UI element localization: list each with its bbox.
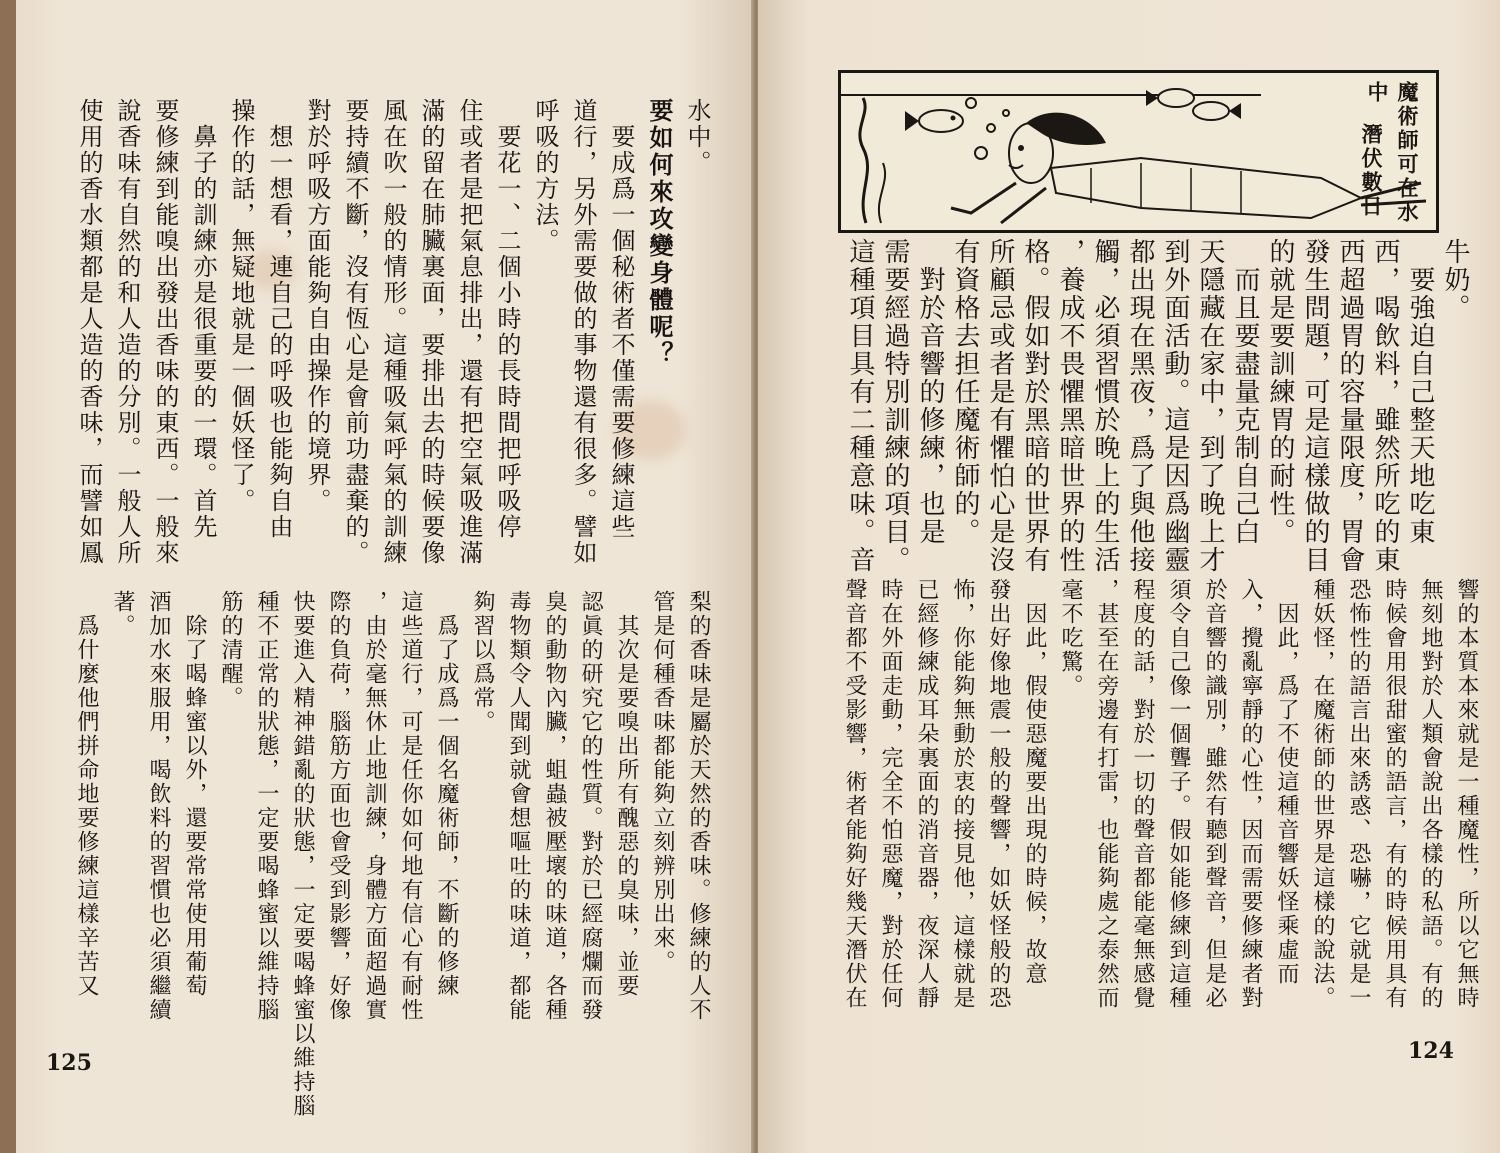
text-column: 要修練到能嗅出發出香味的東西。一般來	[151, 98, 179, 566]
diver-figure	[951, 113, 1426, 223]
seaweed-icon	[879, 163, 885, 223]
text-column: 這些道行，可是任你如何地有信心有耐性	[398, 590, 423, 1022]
text-column: 毒物類令人聞到就會想嘔吐的味道，都能	[506, 590, 531, 1022]
text-column: 其次是要嗅出所有醜惡的臭味，並要	[614, 590, 639, 998]
text-column: 梨的香味是屬於天然的香味。修練的人不	[686, 590, 711, 1022]
text-column: 水中。	[683, 98, 711, 176]
text-column: 對於音響的修練，也是	[915, 238, 945, 546]
text-column: 筋的清醒。	[218, 590, 243, 710]
text-column: 天隱藏在家中，到了晚上才	[1195, 238, 1225, 574]
text-column: 需要經過特別訓練的項目。	[880, 238, 910, 574]
text-column: 風在吹一般的情形。這種吸氣呼氣的訓練	[379, 98, 407, 566]
text-column: 管是何種香味都能夠立刻辨別出來。	[650, 590, 675, 974]
text-column: 要花一、二個小時的長時間把呼吸停	[493, 98, 521, 540]
right-upper-text	[832, 238, 1472, 574]
left-upper-text	[56, 98, 716, 566]
text-column: 西，喝飲料，雖然所吃的東	[1370, 238, 1400, 574]
text-column: 毫不吃驚。	[1058, 578, 1083, 698]
diver-with-fish-illustration	[838, 70, 1439, 233]
illustration-caption-line2: 潛伏數日	[1359, 123, 1383, 219]
section-heading: 要如何來攻變身體呢？	[645, 98, 673, 368]
text-column: 爲什麼他們拼命地要修練這樣辛苦又	[74, 590, 99, 998]
text-column: ，養成不畏懼黑暗世界的性	[1055, 238, 1085, 574]
text-column: 所顧忌或者是有懼怕心是沒	[985, 238, 1015, 574]
text-column: 認眞的研究它的性質。對於已經腐爛而發	[578, 590, 603, 1022]
text-column: 使用的香水類都是人造的香味，而譬如鳳	[75, 98, 103, 566]
right-lower-text	[824, 578, 1484, 1018]
text-column: 種妖怪，在魔術師的世界是這樣的說法。	[1310, 578, 1335, 1010]
text-column: 發生問題，可是這樣做的目	[1300, 238, 1330, 574]
bubble	[975, 147, 987, 159]
text-column: 都出現在黑夜，爲了與他接	[1125, 238, 1155, 574]
text-column: 說香味有自然的和人造的分別。一般人所	[113, 98, 141, 566]
illustration-caption-line1: 魔術師可在水中	[1365, 81, 1419, 225]
text-column: 於音響的識別，雖然有聽到聲音，但是必	[1202, 578, 1227, 1010]
text-column: 爲了成爲一個名魔術師，不斷的修練	[434, 590, 459, 998]
text-column: 到外面活動。這是因爲幽靈	[1160, 238, 1190, 574]
text-column: 這種項目具有二種意味。音	[845, 238, 875, 574]
right-page	[758, 0, 1500, 1153]
text-column: 須令自己像一個聾子。假如能修練到這種	[1166, 578, 1191, 1010]
text-column: 呼吸的方法。	[531, 98, 559, 254]
text-column: 程度的話，對於一切的聲音都能毫無感覺	[1130, 578, 1155, 1010]
text-column: 要成爲一個秘術者不僅需要修練這些	[607, 98, 635, 540]
text-column: 種不正常的狀態，一定要喝蜂蜜以維持腦	[254, 590, 279, 1022]
text-column: 操作的話，無疑地就是一個妖怪了。	[227, 98, 255, 514]
text-column: 際的負荷，腦筋方面也會受到影響，好像	[326, 590, 351, 1022]
text-column: 快要進入精神錯亂的狀態，一定要喝蜂蜜以維持腦	[290, 590, 315, 1118]
text-column: 有資格去担任魔術師的。	[950, 238, 980, 546]
left-page	[16, 0, 753, 1153]
text-column: 觸，必須習慣於晚上的生活	[1090, 238, 1120, 574]
text-column: 格。假如對於黑暗的世界有	[1020, 238, 1050, 574]
fish-icon	[905, 110, 963, 132]
fish-icon	[1193, 102, 1241, 120]
text-column: 鼻子的訓練亦是很重要的一環。首先	[189, 98, 217, 540]
text-column: 西超過胃的容量限度，胃會	[1335, 238, 1365, 574]
text-column: 牛奶。	[1440, 238, 1470, 322]
page-number: 125	[46, 1050, 92, 1076]
text-column: 住或者是把氣息排出，還有把空氣吸進滿	[455, 98, 483, 566]
bubble	[987, 124, 995, 132]
page-number: 124	[1408, 1038, 1454, 1064]
text-column: 入，攪亂寧靜的心性，因而需要修練者對	[1238, 578, 1263, 1010]
text-column: ，甚至在旁邊有打雷，也能夠處之泰然而	[1094, 578, 1119, 1010]
text-column: 無刻地對於人類會說出各樣的私語。有的	[1418, 578, 1443, 1010]
text-column: 道行，另外需要做的事物還有很多。譬如	[569, 98, 597, 566]
text-column: 聲音都不受影響，術者能夠好幾天潛伏在	[842, 578, 867, 1010]
text-column: 恐怖性的語言出來誘惑、恐嚇，它就是一	[1346, 578, 1371, 1010]
open-book	[16, 0, 1500, 1153]
text-column: 的就是要訓練胃的耐性。	[1265, 238, 1295, 546]
text-column: 而且要盡量克制自己白	[1230, 238, 1260, 546]
text-column: 酒加水來服用，喝飲料的習慣也必須繼續	[146, 590, 171, 1022]
text-column: 除了喝蜂蜜以外，還要常常使用葡萄	[182, 590, 207, 998]
text-column: 因此，假使惡魔要出現的時候，故意	[1022, 578, 1047, 986]
fish-icon	[1146, 89, 1194, 107]
bubble	[966, 98, 976, 108]
text-column: 因此，爲了不使這種音響妖怪乘虛而	[1274, 578, 1299, 986]
text-column: 時候會用很甜蜜的語言，有的時候用具有	[1382, 578, 1407, 1010]
text-column: 臭的動物內臟，蛆蟲被壓壞的味道，各種	[542, 590, 567, 1022]
text-column: 怖，你能夠無動於衷的接見他，這樣就是	[950, 578, 975, 1010]
text-column: 已經修練成耳朵裏面的消音器，夜深人靜	[914, 578, 939, 1010]
text-column: 想一想看，連自己的呼吸也能夠自由	[265, 98, 293, 540]
text-column: 要持續不斷，沒有恆心是會前功盡棄的。	[341, 98, 369, 566]
text-column: 時在外面走動，完全不怕惡魔，對於任何	[878, 578, 903, 1010]
text-column: 要強迫自己整天地吃東	[1405, 238, 1435, 546]
text-column: 發出好像地震一般的聲響，如妖怪般的恐	[986, 578, 1011, 1010]
text-column: 滿的留在肺臟裏面，要排出去的時候要像	[417, 98, 445, 566]
text-column: ，由於毫無休止地訓練，身體方面超過實	[362, 590, 387, 1022]
seaweed-icon	[860, 98, 868, 223]
bubble	[1003, 110, 1009, 116]
text-column: 對於呼吸方面能夠自由操作的境界。	[303, 98, 331, 514]
illustration-drawing	[841, 73, 1436, 230]
text-column: 著。	[110, 590, 135, 638]
text-column: 響的本質本來就是一種魔性，所以它無時	[1454, 578, 1479, 1010]
text-column: 夠習以爲常。	[470, 590, 495, 734]
